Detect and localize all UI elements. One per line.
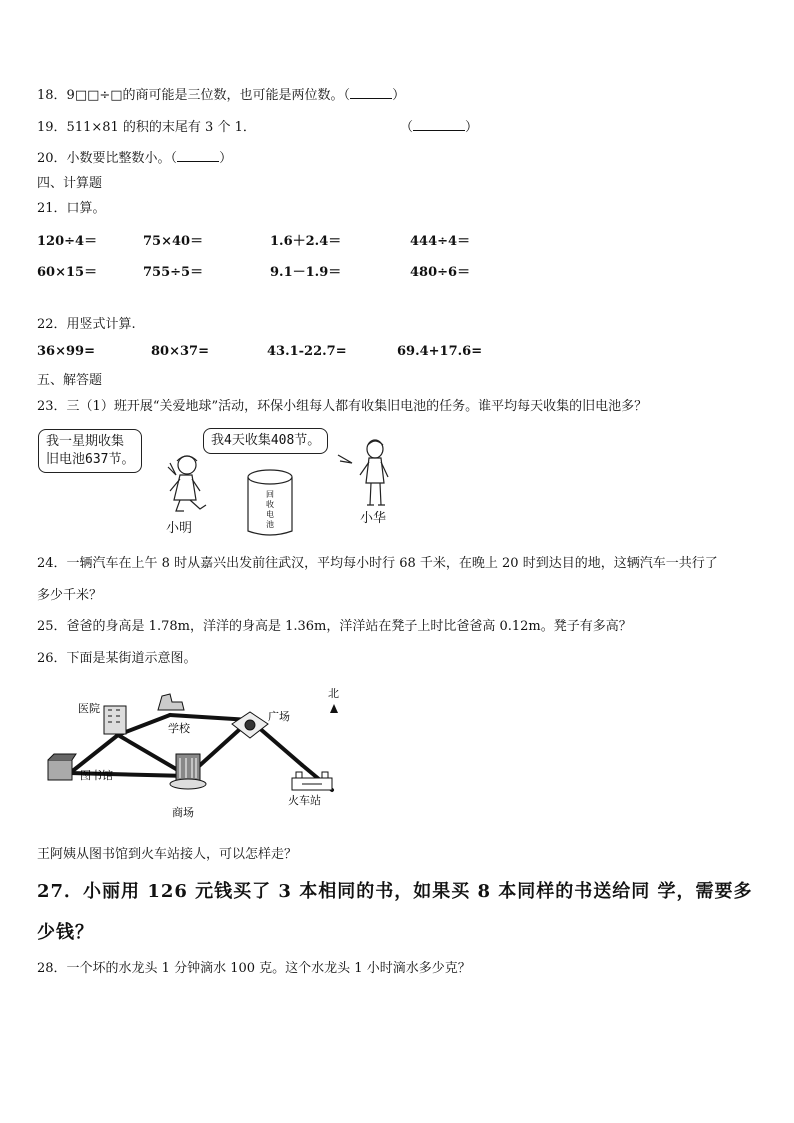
label-station: 火车站 — [288, 794, 321, 807]
name-xiaoming: 小明 — [166, 521, 193, 536]
question-27-line2: 少钱？ — [37, 922, 94, 943]
question-22: 22．用竖式计算. — [37, 317, 136, 332]
oral-calc-2-3: 9.1－1.9＝ — [270, 265, 342, 280]
question-24-line2: 多少千米？ — [37, 588, 103, 603]
oral-calc-1-2: 75×40＝ — [143, 234, 204, 249]
question-23: 23．三（1）班开展“关爱地球”活动，环保小组每人都有收集旧电池的任务。谁平均每天收集的旧电池多？ — [37, 399, 648, 414]
question-26: 26．下面是某街道示意图。 — [37, 651, 197, 666]
name-xiaohua: 小华 — [360, 511, 387, 526]
section-heading-4: 四、计算题 — [37, 176, 103, 191]
question-27: 27．小丽用 126 元钱买了 3 本相同的书，如果买 8 本同样的书送给同 学，需要多 — [37, 881, 753, 902]
bin-char-4: 池 — [266, 520, 274, 529]
label-square: 广场 — [268, 710, 290, 723]
oral-calc-1-3: 1.6＋2.4＝ — [270, 234, 342, 249]
square-icon — [232, 712, 268, 738]
question-19-answer: （ ） — [400, 120, 479, 135]
oral-calc-1-1: 120÷4＝ — [37, 234, 98, 249]
oral-calc-2-2: 755÷5＝ — [143, 265, 204, 280]
library-icon — [48, 754, 76, 780]
question-28: 28．一个坏的水龙头 1 分钟滴水 100 克。这个水龙头 1 小时滴水多少克？ — [37, 961, 471, 976]
question-21: 21．口算。 — [37, 201, 106, 216]
label-school: 学校 — [168, 722, 190, 735]
speech-bubble-xiaoming: 我一星期收集 旧电池637节。 — [38, 429, 142, 473]
answer-blank[interactable] — [350, 86, 392, 99]
label-hospital: 医院 — [78, 702, 100, 715]
answer-blank[interactable] — [177, 149, 219, 162]
label-library: 图书馆 — [80, 769, 113, 782]
speech-bubble-xiaohua: 我4天收集408节。 — [203, 428, 328, 454]
vertical-calc-4: 69.4+17.6= — [397, 344, 483, 359]
question-19: 19．511×81 的积的末尾有 3 个 1． — [37, 120, 256, 135]
label-north: 北 — [328, 687, 339, 700]
question-20: 20．小数要比整数小。（ ） — [37, 151, 233, 166]
boy-xiaohua-icon — [360, 440, 388, 505]
question-24: 24．一辆汽车在上午 8 时从嘉兴出发前往武汉，平均每小时行 68 千米，在晚上 20 时到达目的地，这辆汽车一共行了 — [37, 556, 718, 571]
vertical-calc-1: 36×99= — [37, 344, 95, 359]
vertical-calc-3: 43.1-22.7= — [267, 344, 347, 359]
bin-char-1: 回 — [266, 490, 274, 499]
boy-xiaoming-icon — [170, 456, 206, 511]
school-icon — [158, 694, 184, 710]
hospital-icon — [104, 706, 126, 734]
oral-calc-2-4: 480÷6＝ — [410, 265, 471, 280]
north-arrow-icon — [330, 704, 338, 713]
label-mall: 商场 — [172, 806, 194, 819]
answer-blank[interactable] — [413, 118, 465, 131]
oral-calc-2-1: 60×15＝ — [37, 265, 98, 280]
mall-icon — [170, 754, 206, 789]
oral-calc-1-4: 444÷4＝ — [410, 234, 471, 249]
question-25: 25．爸爸的身高是 1.78m，洋洋的身高是 1.36m，洋洋站在凳子上时比爸爸高 0.12m。凳子有多高？ — [37, 619, 632, 634]
question-18: 18．9□□÷□的商可能是三位数，也可能是两位数。（ ） — [37, 88, 406, 103]
bin-char-3: 电 — [266, 510, 274, 519]
bin-char-2: 收 — [266, 500, 274, 509]
street-map — [40, 680, 360, 825]
vertical-calc-2: 80×37= — [151, 344, 209, 359]
question-26-prompt: 王阿姨从图书馆到火车站接人，可以怎样走？ — [37, 847, 298, 862]
section-heading-5: 五、解答题 — [37, 373, 103, 388]
